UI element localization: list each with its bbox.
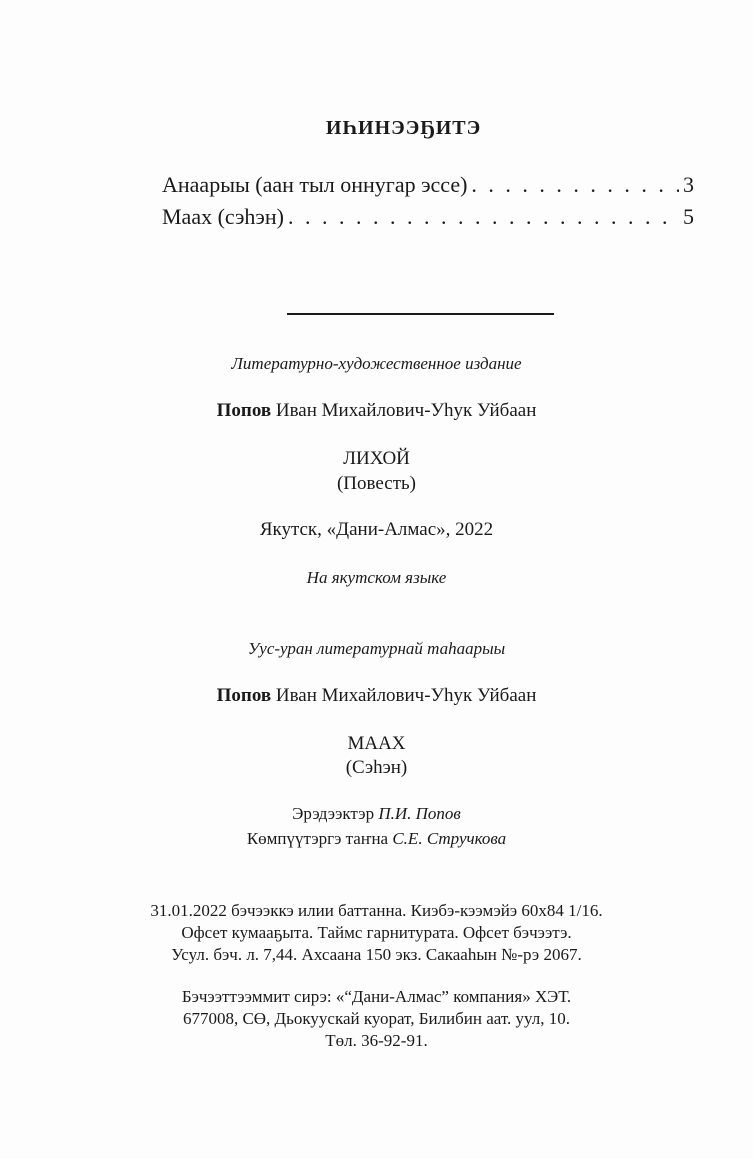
toc-leader-dots — [288, 204, 679, 230]
toc-entry-label: Анаарыы (аан тыл оннугар эссе) — [162, 172, 468, 197]
publisher-info-line: Бэчээттээммит сирэ: «“Дани-Алмас” компания» ХЭТ. — [181, 987, 572, 1006]
publisher-info-line: 677008, СӨ, Дьокуускай куорат, Билибин аат. уул, 10. — [182, 1009, 571, 1028]
toc-entry-page: 5 — [683, 204, 694, 229]
book-subtitle-ru: (Повесть) — [336, 473, 417, 494]
toc-leader-dots — [471, 172, 679, 198]
layout-label: Көмпүүтэргэ таҥна — [246, 829, 389, 848]
book-subtitle-sakha: (Сэһэн) — [345, 757, 408, 778]
print-info-line: Офсет кумааҕыта. Таймс гарнитурата. Офсет бэчээтэ. — [181, 923, 572, 942]
publisher-line-ru: Якутск, «Дани-Алмас», 2022 — [259, 519, 494, 540]
toc-entry-label: Маах (сэһэн) — [162, 204, 284, 229]
author-surname: Попов — [216, 685, 272, 706]
toc-entry — [162, 204, 694, 236]
editor-label: Эрэдээктэр — [292, 804, 375, 823]
editor-name: П.И. Попов — [378, 804, 461, 823]
book-title-ru: ЛИХОЙ — [343, 448, 410, 469]
toc-entry-page: 3 — [683, 172, 694, 197]
print-info-line: Усул. бэч. л. 7,44. Ахсаана 150 экз. Сакааһын №-рэ 2067. — [171, 945, 582, 964]
genre-sakha: Уус-уран литературнай таһаарыы — [247, 639, 506, 658]
book-title-sakha: МААХ — [347, 733, 406, 754]
author-sakha — [0, 685, 753, 707]
toc-entry — [162, 172, 694, 204]
print-info-line: 31.01.2022 бэчээккэ илии баттанна. Киэбэ-кээмэйэ 60х84 1/16. — [150, 901, 603, 920]
genre-ru: Литературно-художественное издание — [231, 354, 522, 373]
author-name: Иван Михайлович-Уһук Уйбаан — [275, 685, 537, 706]
author-name: Иван Михайлович-Уһук Уйбаан — [275, 400, 537, 421]
layout-name: С.Е. Стручкова — [392, 829, 507, 848]
language-note: На якутском языке — [306, 568, 447, 587]
toc-list — [162, 172, 694, 236]
author-ru — [0, 400, 753, 422]
author-surname: Попов — [216, 400, 272, 421]
editor-line — [0, 804, 753, 824]
divider-line — [287, 313, 554, 315]
layout-line — [0, 829, 753, 849]
toc-title: ИҺИНЭЭҔИТЭ — [325, 117, 482, 139]
publisher-info-line: Төл. 36-92-91. — [325, 1031, 428, 1050]
